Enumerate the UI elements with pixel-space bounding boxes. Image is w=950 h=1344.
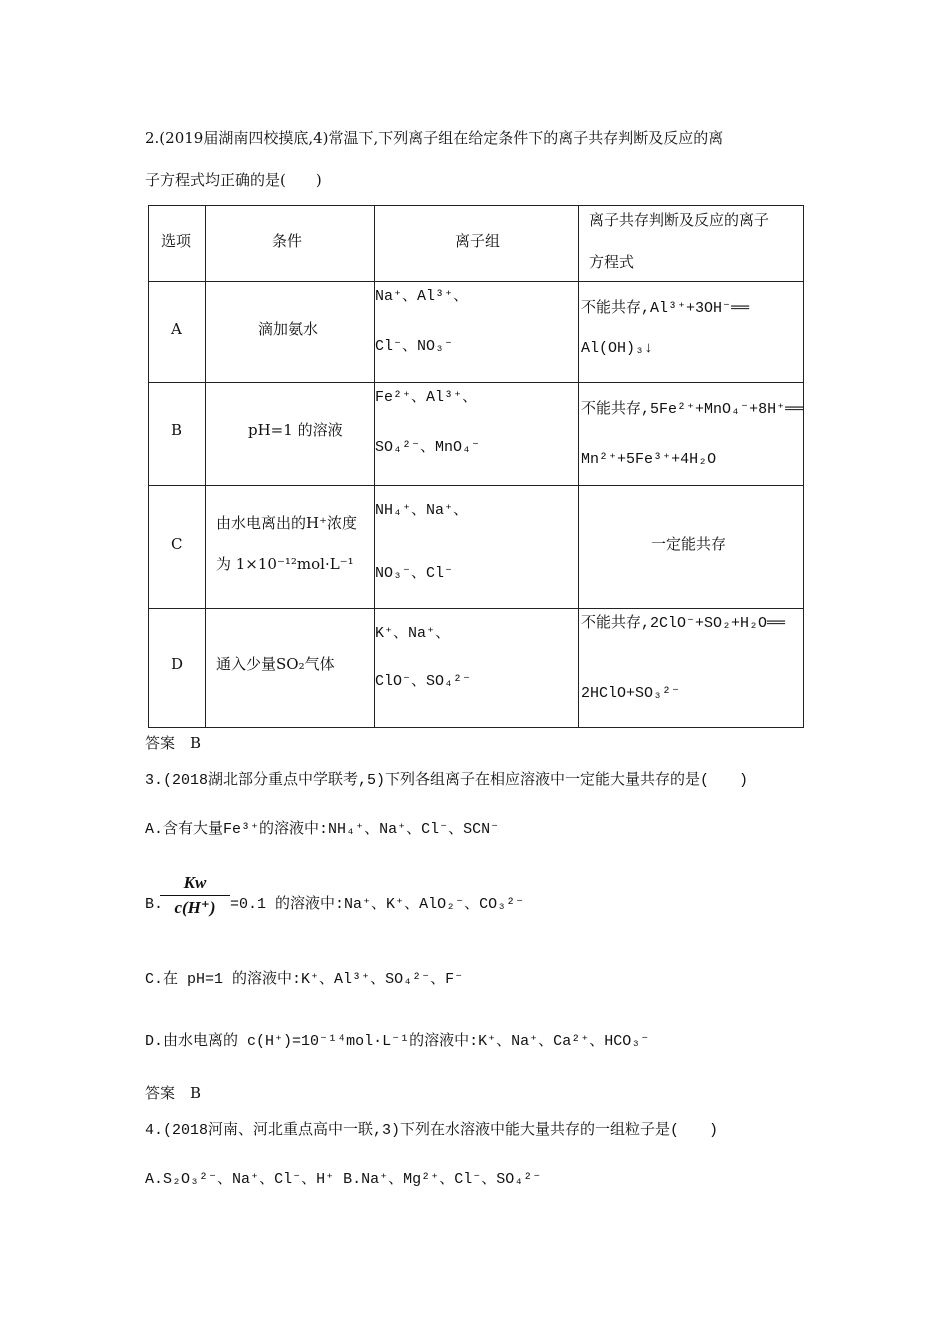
row-c-condition-line1: 由水电离出的H⁺浓度 xyxy=(216,514,357,532)
q3-option-b-fraction xyxy=(160,873,230,918)
q2-stem-line2: 子方程式均正确的是( ) xyxy=(145,171,322,189)
row-d-judge-line1: 不能共存,2ClO⁻+SO₂+H₂O══ xyxy=(581,615,786,632)
row-a-ions-line1: Na⁺、Al³⁺、 xyxy=(375,288,469,305)
table-row xyxy=(149,486,804,609)
row-b-ions-line2: SO₄²⁻、MnO₄⁻ xyxy=(375,439,481,456)
fraction-denominator: c(H⁺) xyxy=(174,898,216,917)
row-c-option: C xyxy=(171,535,183,553)
q2-stem-line1: 2.(2019届湖南四校摸底,4)常温下,下列离子组在给定条件下的离子共存判断及反应的离 xyxy=(145,129,724,147)
row-d-ions-line1: K⁺、Na⁺、 xyxy=(375,625,451,642)
row-b-option: B xyxy=(171,421,183,439)
table-row xyxy=(149,609,804,728)
q4-options: A.S₂O₃²⁻、Na⁺、Cl⁻、H⁺ B.Na⁺、Mg²⁺、Cl⁻、SO₄²⁻ xyxy=(145,1171,542,1188)
row-b-judge-line1: 不能共存,5Fe²⁺+MnO₄⁻+8H⁺══ xyxy=(581,401,804,418)
row-b-condition: pH=1 的溶液 xyxy=(248,421,343,439)
row-a-ions-line2: Cl⁻、NO₃⁻ xyxy=(375,338,454,355)
table-row xyxy=(149,282,804,383)
q3-stem: 3.(2018湖北部分重点中学联考,5)下列各组离子在相应溶液中一定能大量共存的是( ) xyxy=(145,772,749,789)
q3-option-b-text: =0.1 的溶液中:Na⁺、K⁺、AlO₂⁻、CO₃²⁻ xyxy=(230,896,525,913)
row-a-option: A xyxy=(171,320,182,338)
row-d-ions-line2: ClO⁻、SO₄²⁻ xyxy=(375,673,472,690)
q3-option-d: D.由水电离的 c(H⁺)=10⁻¹⁴mol·L⁻¹的溶液中:K⁺、Na⁺、Ca²⁺、HCO₃⁻ xyxy=(145,1033,650,1050)
table-row xyxy=(149,383,804,486)
header-judge-line1: 离子共存判断及反应的离子 xyxy=(589,211,770,229)
row-b-ions-line1: Fe²⁺、Al³⁺、 xyxy=(375,389,478,406)
header-ions: 离子组 xyxy=(455,232,501,250)
q3-option-a: A.含有大量Fe³⁺的溶液中:NH₄⁺、Na⁺、Cl⁻、SCN⁻ xyxy=(145,821,500,838)
row-a-judge-line2: Al(OH)₃↓ xyxy=(581,340,654,357)
row-c-ions-line2: NO₃⁻、Cl⁻ xyxy=(375,565,454,582)
q3-option-b-prefix: B. xyxy=(145,896,164,913)
header-judge-line2: 方程式 xyxy=(589,253,635,271)
row-a-condition: 滴加氨水 xyxy=(258,320,319,338)
row-c-condition-line2: 为 1×10⁻¹²mol·L⁻¹ xyxy=(216,555,354,573)
row-b-judge-line2: Mn²⁺+5Fe³⁺+4H₂O xyxy=(581,451,717,468)
row-d-judge-line2: 2HClO+SO₃²⁻ xyxy=(581,685,681,702)
header-option: 选项 xyxy=(161,232,192,250)
q4-stem: 4.(2018河南、河北重点高中一联,3)下列在水溶液中能大量共存的一组粒子是( ) xyxy=(145,1122,719,1139)
row-a-judge-line1: 不能共存,Al³⁺+3OH⁻══ xyxy=(581,300,750,317)
q2-table xyxy=(148,205,804,728)
row-c-judge: 一定能共存 xyxy=(651,535,727,553)
q3-answer: 答案 B xyxy=(145,1084,202,1102)
row-d-option: D xyxy=(171,655,184,673)
q3-option-c: C.在 pH=1 的溶液中:K⁺、Al³⁺、SO₄²⁻、F⁻ xyxy=(145,971,464,988)
header-condition: 条件 xyxy=(272,232,303,250)
row-c-ions-line1: NH₄⁺、Na⁺、 xyxy=(375,502,469,519)
fraction-numerator: Kw xyxy=(183,873,207,892)
fraction-bar xyxy=(160,895,230,896)
row-d-condition: 通入少量SO₂气体 xyxy=(216,655,335,673)
q2-answer: 答案 B xyxy=(145,734,202,752)
